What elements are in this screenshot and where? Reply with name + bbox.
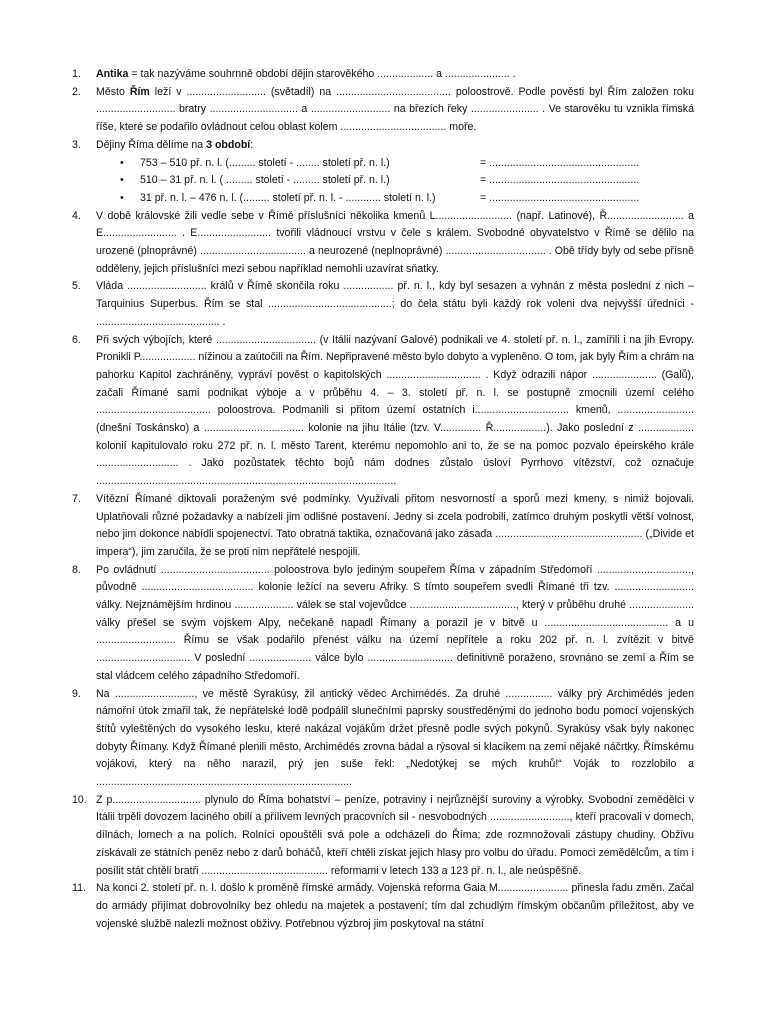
question-number: 1. [72,68,81,80]
period-answer-blank: = ................................................... [480,174,640,187]
question-text [96,68,516,80]
question-text [96,86,694,133]
question-number: 9. [72,687,81,700]
bullet-icon: • [120,174,124,187]
text-segment: Při svých výbojích, které .................................. (v Itálii nazývaní Galové) podnikali ve 4. století př. n. l., zamířili i na jih Evropy. Pronikli P................... nížinou a zaútočili na Řím. Nepřipravené město bylo dobyto a vypleněno. O tom, jak byly Řím a chrám na pahorku Kapitol zachráněny, vypráví pověst o kapitolských ................................ . Když odrazili nápor ...................... (Galů), začali Římané sami podnikat výboje a v průběhu 4. – 3. století př. n. l. se postupně zmocnili území celého ....................................... poloostrova. Podmanili si přitom území ostatních i................................ kmenů, .......................... (dnešní Toskánsko) a .................................. kolonie na jihu Itálie (tzv. V.............. Ř..................). Jako poslední z ................... kolonií kapitulovalo roku 272 př. n. l. město Tarent, kterému nepomohlo ani to, že se na pomoc pozvalo épeirského krále ............................ . Jako pozůstatek těchto bojů nám dodnes zůstalo úsloví Pyrrhovo vítězství, což označuje ...................................................................................................... [96,333,694,488]
question-number: 8. [72,563,81,576]
text-segment: Vítězní Římané diktovali poraženým své podmínky. Využívali přitom nesvorností a sporů mezi kmeny, s nimiž bojovali. Uplatňovali různé požadavky a nabízeli jim odlišné postavení. Jedny si zcela podrobili, zatímco druhým poskytli větší volnost, nebo jim dokonce nabídli spojenectví. Tato obratná taktika, označovaná jako zásada .................................................. („Divide et impera“), jim zaručila, že se proti nim nepřátelé nespojili. [96,492,694,558]
question-number: 2. [72,85,81,98]
period-answer-blank: = ................................................... [480,191,640,204]
bullet-icon: • [120,156,124,169]
bold-term: Řím [129,85,150,98]
question-number: 3. [72,138,81,151]
question-list [72,66,694,933]
question-number: 10. [72,793,87,806]
period-list [96,155,694,208]
question-text [96,139,253,151]
question-item-10 [72,792,694,881]
text-segment: : [250,138,254,151]
text-segment: Dějiny Říma dělíme na [96,138,207,151]
period-answer-blank: = ................................................... [480,156,640,169]
text-segment: Na ..........................., ve městě Syrakúsy, žil antický vědec Archimédés. Za druhé ................ války prý Archimédés jeden námořní útok zmařil tak, že nepřátelské lodě podpálil slunečními paprsky soustředěnými do jednoho bodu pomocí vojenských štítů vyleštěných do vysokého lesku, které nakázal vojákům držet přesně podle svých pokynů. Syrakúsy však byly nakonec dobyty Římany. Když Římané plenili město, Archimédés zrovna bádal a rýsoval si klacíkem na zemi nějaké náčrtky. Římskému vojákovi, který na něho narazil, prý jen suše řekl: „Nedotýkej se mých kruhů!“ Voják to rozzlobilo a ....................................................................................... [96,687,694,789]
text-segment: Po ovládnutí ..................................... poloostrova bylo jediným soupeřem Říma v západním Středomoří ................................, původně ...................................... kolonie ležící na severu Afriky. S tímto soupeřem svedli Římané tři tzv. ........................... války. Nejznámějším hrdinou .................... válek se stal vojevůdce ...................................., který v průběhu druhé ...................... války přešel se svým vojskem Alpy, nečekaně napadl Římany a porazil je v bitvě u .......................................... a u ........................... Římu se však podařilo přenést válku na území nepřítele a roku 202 př. n. l. zvítězit v bitvě ................................ V poslední ..................... válce bylo ............................. definitivně poraženo, srovnáno se zemí a Řím se stal vládcem celého západního Středomoří. [96,563,694,682]
question-text [96,334,694,488]
question-number: 4. [72,209,81,222]
period-range: 31 př. n. l. – 476 n. l. (......... století př. n. l. - ............ století n. l.) [140,191,436,204]
period-item [96,172,694,190]
period-range: 753 – 510 př. n. l. (......... století - ........ století př. n. l.) [140,156,390,169]
text-segment: Město [96,85,130,98]
question-number: 11. [72,882,86,895]
bullet-icon: • [120,191,124,204]
question-item-6 [72,332,694,491]
worksheet [72,66,694,933]
question-item-11 [72,880,694,933]
text-segment: V době královské žili vedle sebe v Římě příslušníci několika kmenů L.......................... (např. Latinové), Ř.......................... a E......................... . E......................... tvořili vládnoucí vrstvu v čele s králem. Svobodné obyvatelstvo v Římě se dělilo na urozené (plnoprávné) .................................... a neurozené (neplnoprávné) .................................. . Obě třídy byly od sebe přísně odděleny, jejich příslušníci mezi sebou například nemohli uzavírat sňatky. [96,209,694,275]
question-text [96,493,694,558]
question-number: 6. [72,333,81,346]
text-segment: Vláda ........................... králů v Římě skončila roku ................. př. n. l., kdy byl sesazen a vyhnán z města poslední z nich – Tarquinius Superbus. Řím se stal ..........................................; do čela státu byli každý rok voleni dva nejvyšší úředníci - .......................................... . [96,280,694,328]
text-segment: = tak nazýváme souhrnně období dějin starověkého ................... a ...................... . [128,68,516,80]
question-text [96,882,694,929]
question-item-2 [72,84,694,137]
text-segment: Z p.............................. plynulo do Říma bohatství – peníze, potraviny i nejrůznější suroviny a výrobky. Svobodní zemědělci v Itálii trpěli dovozem laciného obilí a přílivem levných pracovních sil - nesvobodných ..........................., kteří pracovali v domech, dílnách, lomech a na polích. Rolníci opouštěli svá pole a odcházeli do Říma; zde rozmnožovali zástupy chudiny. Obživu získávali ze státních peněz nebo z darů boháčů, kteří chtěli získat jejich hlasy pro volbu do úřadu. Pomoci zemědělcům, a tím i posílit stát chtěli bratři ........................................... reformami v letech 133 a 123 př. n. l., ale neúspěšně. [96,793,694,877]
question-item-3 [72,137,694,208]
question-item-7 [72,491,694,562]
question-number: 5. [72,280,81,293]
question-text [96,564,694,682]
text-segment: leží v ........................... (světadíl) na ....................................... poloostrově. Podle pověsti byl Řím založen roku ........................... bratry .............................. a ........................... na březích řeky ....................... . Ve starověku tu vznikla římská říše, které se podařilo ovládnout celou oblast kolem .................................... moře. [96,85,695,134]
period-item [96,155,694,173]
bold-term: Antika [96,68,129,80]
question-item-9 [72,686,694,792]
question-item-5 [72,278,694,331]
bold-term: 3 období [206,138,251,151]
question-text [96,280,694,327]
question-item-4 [72,208,694,279]
question-item-8 [72,562,694,686]
text-segment: Na konci 2. století př. n. l. došlo k proměně římské armády. Vojenská reforma Gaia M........................ přinesla řadu změn. Začal do armády přijímat dobrovolníky bez ohledu na majetek a postavení; tím dal zchudlým římským občanům příležitost, aby ve vojenské službě nalezli možnost obživy. Potřebnou výzbroj jim poskytoval na státní [96,882,694,930]
question-item-1 [72,66,694,84]
period-item [96,190,694,208]
question-text [96,794,694,877]
question-text [96,688,694,789]
question-number: 7. [72,492,81,505]
question-text [96,210,694,275]
period-range: 510 – 31 př. n. l. ( ......... století - ......... století př. n. l.) [140,174,390,187]
